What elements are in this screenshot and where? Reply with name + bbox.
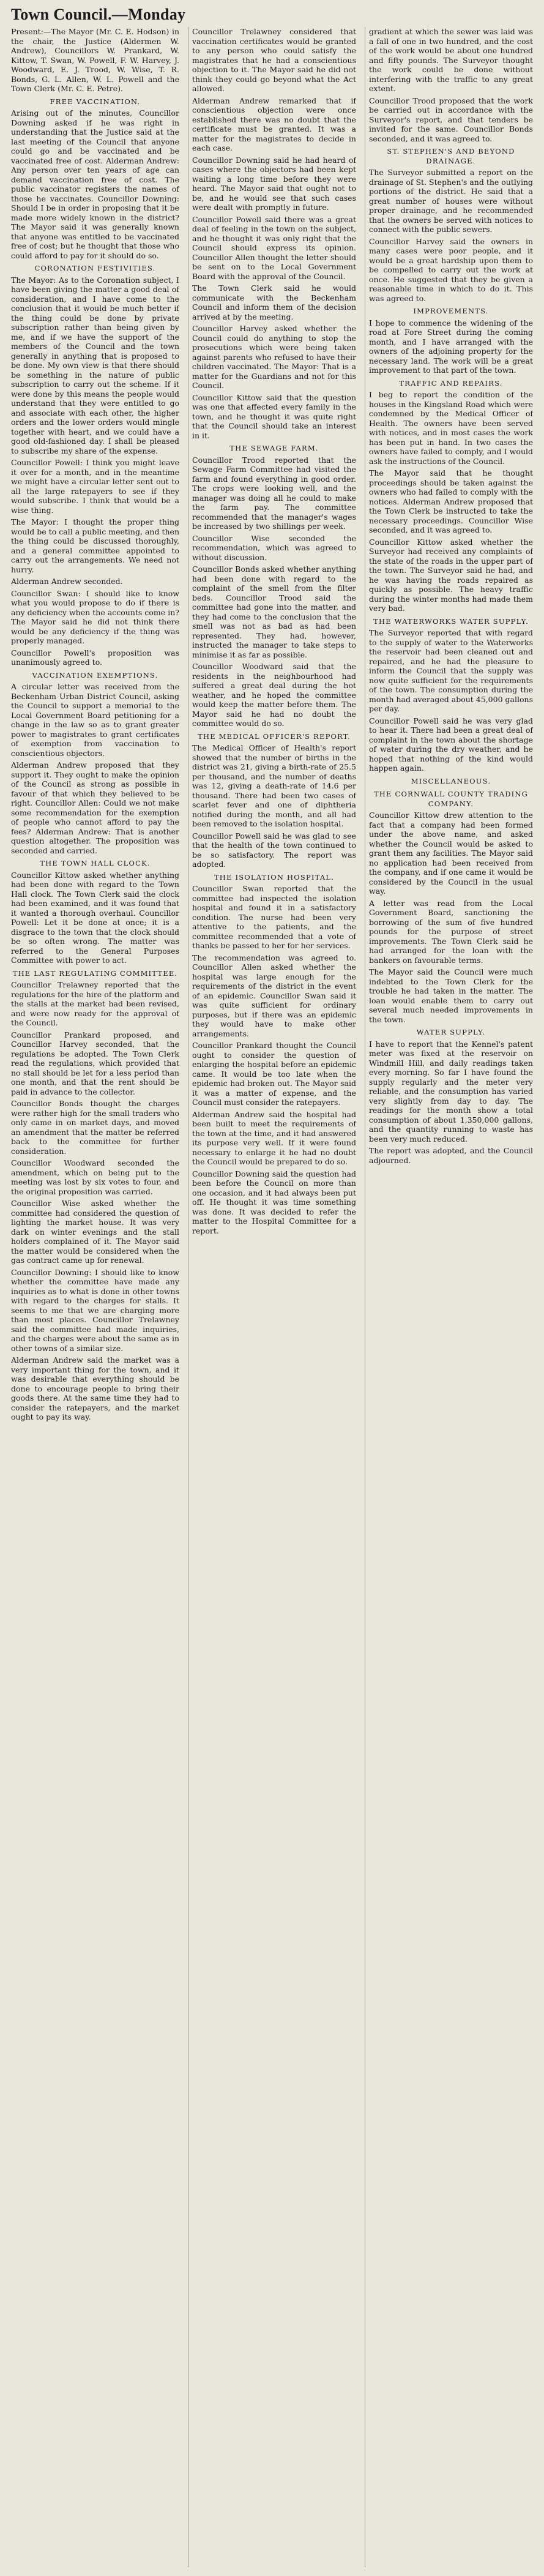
article-paragraph: Alderman Andrew seconded. [11, 577, 123, 586]
article-paragraph: The Surveyor submitted a report on the drainage of St. Stephen's and the outlying portions of the district. He said that a great number of houses were without proper drainage, and he recommended that the owners be served with notices to connect with the public sewers. [369, 168, 533, 234]
article-paragraph: Arising out of the minutes, Councillor Downing asked if he was right in understanding that the Justice said at the last meeting of the Council that anyone could go and be vaccinated and be vaccinated free of cost. Alderman Andrew: Any person over ten years of age can demand vaccination free of cost. The public vaccinator registers the names of those he vaccinates. Councillor Downing: Should I be in order in proposing that it be made more widely known in the district? The Mayor said it was generally known that anyone was entitled to be vaccinated free of cost; but he thought that those who could afford to pay for it should do so. [11, 108, 179, 260]
section-heading: MISCELLANEOUS. [411, 776, 491, 785]
article-paragraph: Councillor Powell said he was very glad to hear it. There had been a great deal of complaint in the town about the shortage of water during the dry weather, and he hoped that nothing of the kind would happen again. [369, 716, 533, 773]
article-paragraph: Councillor Kittow asked whether anything had been done with regard to the Town Hall clock. The Town Clerk said the clock had been examined, and it was found that it wanted a thorough overhaul. Councillor Powell: Let it be done at once; it is a disgrace to the town that the clock should be so often wrong. The matter was referred to the General Purposes Committee with power to act. [11, 870, 179, 965]
article-paragraph: Alderman Andrew said the market was a very important thing for the town, and it was desirable that everything should be done to encourage people to bring their goods there. At the same time they had to consider the ratepayers, and the market ought to pay its way. [11, 1355, 179, 1421]
article-paragraph: Councillor Powell's proposition was unanimously agreed to. [11, 648, 179, 667]
article-paragraph: Councillor Powell said there was a great deal of feeling in the town on the subject, and he thought it was only right that the Council should express its opinion. Councillor Allen thought the letter should be sent on to the Local Government Board with the approval of the Council. [192, 214, 356, 281]
article-title: Town Council.—Monday [11, 6, 186, 23]
article-paragraph: Alderman Andrew remarked that if conscientious objection were once established there was no doubt that the certificate must be granted. It was a matter for the magistrates to decide in each case. [192, 95, 356, 152]
article-paragraph: The Medical Officer of Health's report showed that the number of births in the district was 21, giving a birth-rate of 25.5 per thousand, and the number of deaths was 12, giving a death-rate of 14.6 per thousand. There had been two cases of scarlet fever and one of diphtheria notified during the month, and all had been removed to the isolation hospital. [192, 743, 356, 828]
article-columns [11, 27, 533, 2567]
article-paragraph: Councillor Kittow drew attention to the fact that a company had been formed under the above name, and asked whether the Council would be asked to grant them any facilities. The Mayor said no application had been received from the company, and if one came it would be considered by the Council in the usual way. [369, 811, 533, 896]
section-heading: FREE VACCINATION. [50, 97, 141, 106]
article-paragraph: Councillor Bonds asked whether anything had been done with regard to the complaint of the smell from the filter beds. Councillor Trood said the committee had gone into the matter, and they had come to the conclusion that the smell was not as bad as had been represented. They had, however, instructed the manager to take steps to minimise it as far as possible. [192, 564, 356, 659]
article-paragraph: Councillor Harvey asked whether the Council could do anything to stop the prosecutions which were being taken against parents who refused to have their children vaccinated. The Mayor: That is a matter for the Guardians and not for this Council. [192, 324, 356, 390]
article-paragraph: Councillor Bonds thought the charges were rather high for the small traders who only came in on market days, and moved an amendment that the matter be referred back to the committee for further consideration. [11, 1099, 179, 1156]
section-heading: VACCINATION EXEMPTIONS. [32, 670, 158, 680]
article-paragraph: Councillor Woodward said that the residents in the neighbourhood had suffered a great deal during the hot weather, and he hoped the committee would keep the matter before them. The Mayor said he had no doubt the committee would do so. [192, 662, 356, 728]
attendance-paragraph: Present:—The Mayor (Mr. C. E. Hodson) in the chair, the Justice (Aldermen W. Andrew), Councillors W. Prankard, W. Kittow, T. Swan, W. Powell, F. W. Harvey, J. Woodward, E. J. Trood, W. Wise, T. R. Bonds, G. L. Allen, W. L. Powell and the Town Clerk (Mr. C. E. Petre). [11, 27, 179, 93]
article-paragraph: Councillor Prankard thought the Council ought to consider the question of enlarging the hospital before an epidemic came. It would be too late when the epidemic had broken out. The Mayor said it was a matter of expense, and the Council must consider the ratepayers. [192, 1041, 356, 1107]
article-paragraph: Alderman Andrew said the hospital had been built to meet the requirements of the town at the time, and it had answered its purpose very well. If it were found necessary to enlarge it he had no doubt the Council would be prepared to do so. [192, 1109, 356, 1166]
section-heading: TRAFFIC AND REPAIRS. [399, 378, 503, 388]
article-paragraph: gradient at which the sewer was laid was a fall of one in two hundred, and the cost of the work would be about one hundred and fifty pounds. The Surveyor thought the work could be done without interfering with the traffic to any great extent. [369, 27, 533, 93]
article-paragraph: Councillor Trelawney reported that the regulations for the hire of the platform and the stalls at the market had been revised, and were now ready for the approval of the Council. [11, 980, 179, 1027]
section-heading: IMPROVEMENTS. [413, 307, 489, 315]
article-paragraph: I beg to report the condition of the houses in the Kingsland Road which were condemned by the Medical Officer of Health. The owners have been served with notices, and in most cases the work has been put in hand. In two cases the owners have failed to comply, and I would ask the instructions of the Council. [369, 390, 533, 466]
article-paragraph: Councillor Kittow asked whether the Surveyor had received any complaints of the state of the roads in the upper part of the town. The Surveyor said he had, and he was having the roads repaired as quickly as possible. The heavy traffic during the winter months had made them very bad. [369, 537, 533, 613]
section-heading: THE TOWN HALL CLOCK. [40, 859, 151, 867]
article-paragraph: The report was adopted, and the Council adjourned. [369, 1146, 533, 1165]
article-paragraph: A letter was read from the Local Government Board, sanctioning the borrowing of the sum of five hundred pounds for the purpose of street improvements. The Town Clerk said he had arranged for the loan with the bankers on favourable terms. [369, 898, 533, 965]
section-heading: THE MEDICAL OFFICER'S REPORT. [198, 732, 351, 741]
section-heading: THE CORNWALL COUNTY TRADING COMPANY. [373, 790, 529, 808]
article-paragraph: I have to report that the Kennel's patent meter was fixed at the reservoir on Windmill Hill, and daily readings taken every morning. So far I have found the supply regularly and the meter very reliable, and the consumption has varied very slightly from day to day. The readings for the month show a total consumption of about 1,350,000 gallons, and the quantity running to waste has been very much reduced. [369, 1039, 533, 1144]
section-heading: ST. STEPHEN'S AND BEYOND DRAINAGE. [387, 147, 515, 165]
article-paragraph: I hope to commence the widening of the road at Fore Street during the coming month, and I have arranged with the owners of the adjoining property for the necessary land. The work will be a great improvement to that part of the town. [369, 318, 533, 375]
section-heading: THE ISOLATION HOSPITAL. [214, 872, 335, 882]
article-paragraph: Alderman Andrew proposed that they support it. They ought to make the opinion of the Council as strong as possible in favour of that which they believed to be right. Councillor Allen: Could we not make some recommendation for the exemption of people who cannot afford to pay the fees? Alderman Andrew: That is another question altogether. The proposition was seconded and carried. [11, 760, 179, 855]
article-paragraph: Councillor Trelawney considered that vaccination certificates would be granted to any person who could satisfy the magistrates that he had a conscientious objection to it. The Mayor said he did not think they could go beyond what the Act allowed. [192, 27, 356, 93]
section-heading: CORONATION FESTIVITIES. [34, 264, 156, 272]
article-paragraph: Councillor Downing: I should like to know whether the committee have made any inquiries as to what is done in other towns with regard to the charges for stalls. It seems to me that we are charging more than most places. Councillor Trelawney said the committee had made inquiries, and the charges were about the same as in other towns of a similar size. [11, 1267, 179, 1353]
article-paragraph: The Town Clerk said he would communicate with the Beckenham Council and inform them of the decision arrived at by the meeting. [192, 283, 356, 321]
article-paragraph: The Mayor said that he thought proceedings should be taken against the owners who had failed to comply with the notices. Alderman Andrew proposed that the Town Clerk be instructed to take the necessary proceedings. Councillor Wise seconded, and it was agreed to. [369, 468, 533, 534]
article-paragraph: Councillor Wise asked whether the committee had considered the question of lighting the market house. It was very dark on winter evenings and the stall holders complained of it. The Mayor said the matter would be considered when the gas contract came up for renewal. [11, 1199, 179, 1265]
section-heading: THE WATERWORKS WATER SUPPLY. [373, 616, 529, 626]
article-paragraph: Councillor Woodward seconded the amendment, which on being put to the meeting was lost by six votes to four, and the original proposition was carried. [11, 1158, 179, 1196]
article-paragraph: Councillor Wise seconded the recommendation, which was agreed to without discussion. [192, 533, 356, 562]
article-paragraph: The Surveyor reported that with regard to the supply of water to the Waterworks the reservoir had been cleaned out and repaired, and he had the pleasure to inform the Council that the supply was now quite sufficient for the requirements of the town. The consumption during the month had averaged about 45,000 gallons per day. [369, 628, 533, 713]
article-paragraph: The recommendation was agreed to. Councillor Allen asked whether the hospital was large enough for the requirements of the district in the event of an epidemic. Councillor Swan said it was quite sufficient for ordinary purposes, but if there was an epidemic they would have to make other arrangements. [192, 953, 356, 1038]
article-paragraph: The Mayor said the Council were much indebted to the Town Clerk for the trouble he had taken in the matter. The loan would enable them to carry out several much needed improvements in the town. [369, 967, 533, 1024]
text-column-2 [188, 27, 356, 2567]
article-paragraph: The Mayor: I thought the proper thing would be to call a public meeting, and then the thing could be discussed thoroughly, and a general committee appointed to carry out the arrangements. We need not hurry. [11, 517, 179, 574]
article-paragraph: Councillor Trood proposed that the work be carried out in accordance with the Surveyor's report, and that tenders be invited for the same. Councillor Bonds seconded, and it was agreed to. [369, 95, 533, 143]
article-paragraph: Councillor Harvey said the owners in many cases were poor people, and it would be a great hardship upon them to be compelled to carry out the work at once. He suggested that they be given a reasonable time in which to do it. This was agreed to. [369, 236, 533, 303]
article-paragraph: Councillor Kittow said that the question was one that affected every family in the town, and he thought it was quite right that the Council should take an interest in it. [192, 392, 356, 440]
article-paragraph: Councillor Swan: I should like to know what you would propose to do if there is any deficiency when the accounts come in? The Mayor said he did not think there would be any deficiency if the thing was properly managed. [11, 588, 179, 645]
article-paragraph: Councillor Downing said he had heard of cases where the objectors had been kept waiting a long time before they were heard. The Mayor said that ought not to be, and he would see that such cases were dealt with promptly in future. [192, 155, 356, 212]
article-paragraph: The Mayor: As to the Coronation subject, I have been giving the matter a good deal of consideration, and I have come to the conclusion that it would be much better if the thing could be done by private subscription rather than being given by me, and if we have the support of the members of the Council and the town generally in anything that is proposed to be done. My own view is that there should be something in the nature of public subscription to carry out the scheme. If it were done by this means the people would understand that they were entitled to go and associate with each other, the higher orders and the lower orders would mingle together with heart, and we could have a good old-fashioned day. I shall be pleased to subscribe my share of the expense. [11, 275, 179, 455]
text-column-1 [11, 27, 179, 2567]
article-paragraph: Councillor Downing said the question had been before the Council on more than one occasion, and it had always been put off. He thought it was time something was done. It was decided to refer the matter to the Hospital Committee for a report. [192, 1169, 356, 1235]
article-paragraph: A circular letter was received from the Beckenham Urban District Council, asking the Council to support a memorial to the Local Government Board petitioning for a change in the law so as to grant greater power to magistrates to grant certificates of exemption from vaccination to conscientious objectors. [11, 682, 179, 758]
article-paragraph: Councillor Prankard proposed, and Councillor Harvey seconded, that the regulations be adopted. The Town Clerk read the regulations, which provided that no stall should be let for a less period than one month, and that the rent should be paid in advance to the collector. [11, 1030, 179, 1096]
section-heading: WATER SUPPLY. [416, 1028, 486, 1036]
article-paragraph: Councillor Trood reported that the Sewage Farm Committee had visited the farm and found everything in good order. The crops were looking well, and the manager was doing all he could to make the farm pay. The committee recommended that the manager's wages be increased by two shillings per week. [192, 455, 356, 531]
article-paragraph: Councillor Powell: I think you might leave it over for a month, and in the meantime we might have a circular letter sent out to all the large ratepayers to see if they would subscribe. I think that would be a wise thing. [11, 458, 179, 515]
article-paragraph: Councillor Powell said he was glad to see that the health of the town continued to be so satisfactory. The report was adopted. [192, 831, 356, 869]
section-heading: THE SEWAGE FARM. [229, 444, 319, 452]
article-paragraph: Councillor Swan reported that the committee had inspected the isolation hospital and found it in a satisfactory condition. The nurse had been very attentive to the patients, and the committee recommended that a vote of thanks be passed to her for her services. [192, 884, 356, 950]
text-column-3 [365, 27, 533, 2567]
section-heading: THE LAST REGULATING COMMITTEE. [12, 968, 178, 978]
